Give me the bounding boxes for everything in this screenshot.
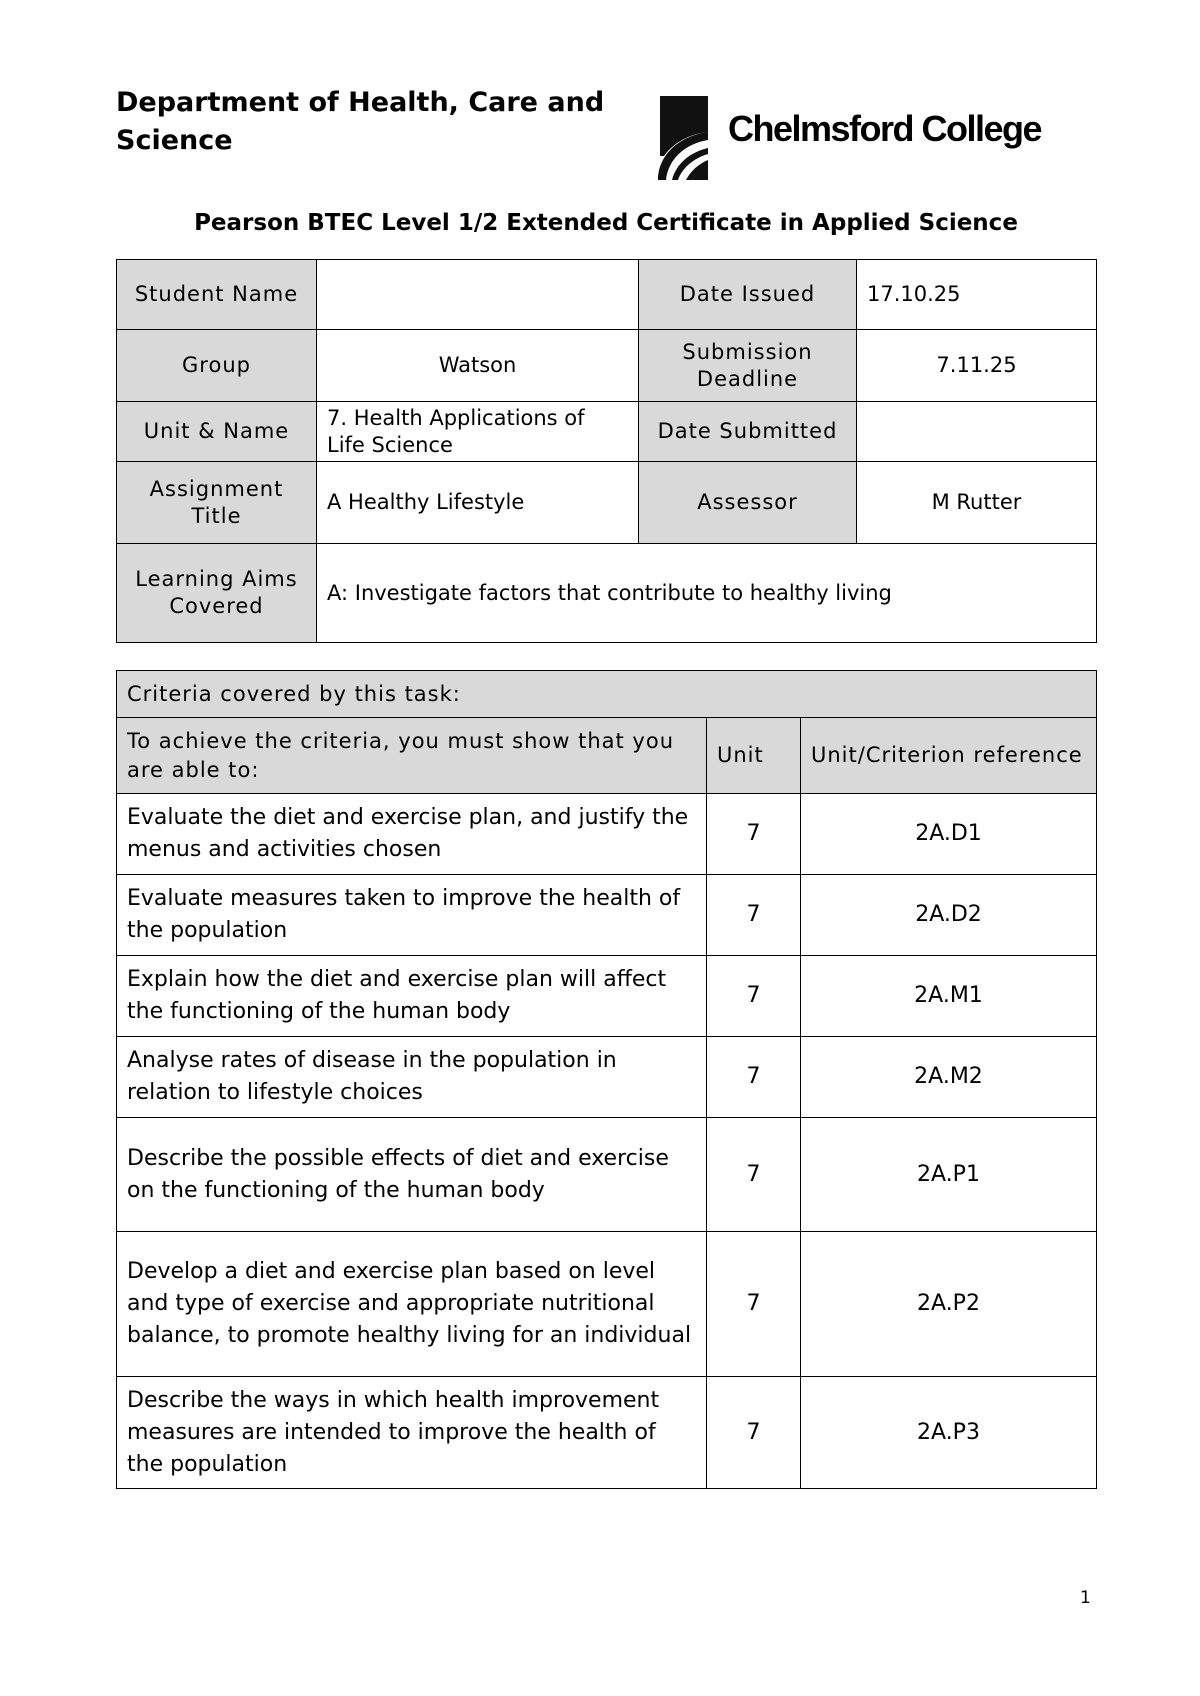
criterion-reference: 2A.D2 (801, 875, 1097, 956)
info-row (117, 544, 1097, 643)
assignment-title-label: Assignment Title (117, 462, 317, 544)
criterion-reference: 2A.M2 (801, 1037, 1097, 1118)
deadline-label: Submission Deadline (639, 330, 857, 402)
criterion-unit: 7 (707, 875, 801, 956)
criterion-reference: 2A.P2 (801, 1232, 1097, 1377)
date-submitted-field[interactable] (857, 402, 1097, 462)
column-header-unit: Unit (707, 718, 801, 794)
criterion-text: Evaluate measures taken to improve the health of the population (117, 875, 707, 956)
student-name-field[interactable] (317, 260, 639, 330)
qualification-title: Pearson BTEC Level 1/2 Extended Certificate in Applied Science (194, 210, 1018, 236)
table-row (117, 875, 1097, 956)
criteria-title-row (117, 671, 1097, 718)
criterion-reference: 2A.M1 (801, 956, 1097, 1037)
info-row (117, 330, 1097, 402)
criteria-table (116, 670, 1097, 1489)
table-row (117, 1118, 1097, 1232)
criterion-reference: 2A.P3 (801, 1377, 1097, 1489)
criterion-text: Analyse rates of disease in the population in relation to lifestyle choices (117, 1037, 707, 1118)
college-logo (650, 90, 1090, 182)
table-row (117, 1037, 1097, 1118)
criterion-text: Describe the ways in which health improvement measures are intended to improve the health of the population (117, 1377, 707, 1489)
info-row (117, 402, 1097, 462)
assessor-value: M Rutter (857, 462, 1097, 544)
date-issued-value: 17.10.25 (857, 260, 1097, 330)
column-header-reference: Unit/Criterion reference (801, 718, 1097, 794)
column-header-task: To achieve the criteria, you must show that you are able to: (117, 718, 707, 794)
criteria-header-row (117, 718, 1097, 794)
assignment-title-value: A Healthy Lifestyle (317, 462, 639, 544)
table-row (117, 794, 1097, 875)
unit-label: Unit & Name (117, 402, 317, 462)
criterion-text: Explain how the diet and exercise plan will affect the functioning of the human body (117, 956, 707, 1037)
criterion-unit: 7 (707, 1232, 801, 1377)
date-issued-label: Date Issued (639, 260, 857, 330)
learning-aims-value: A: Investigate factors that contribute to healthy living (317, 544, 1097, 643)
criterion-unit: 7 (707, 1377, 801, 1489)
college-logo-mark-icon (650, 90, 730, 182)
group-label: Group (117, 330, 317, 402)
department-heading: Department of Health, Care and Science (116, 87, 605, 156)
student-name-label: Student Name (117, 260, 317, 330)
criterion-text: Develop a diet and exercise plan based on level and type of exercise and appropriate nutritional balance, to promote healthy living for an individual (117, 1232, 707, 1377)
criterion-text: Evaluate the diet and exercise plan, and justify the menus and activities chosen (117, 794, 707, 875)
criterion-reference: 2A.P1 (801, 1118, 1097, 1232)
criterion-unit: 7 (707, 956, 801, 1037)
info-row (117, 462, 1097, 544)
criterion-unit: 7 (707, 794, 801, 875)
unit-value: 7. Health Applications of Life Science (317, 402, 639, 462)
date-submitted-label: Date Submitted (639, 402, 857, 462)
table-row (117, 1232, 1097, 1377)
table-row (117, 1377, 1097, 1489)
criterion-text: Describe the possible effects of diet and exercise on the functioning of the human body (117, 1118, 707, 1232)
assignment-info-table (116, 259, 1097, 643)
table-row (117, 956, 1097, 1037)
page-number: 1 (1080, 1588, 1091, 1608)
group-value: Watson (317, 330, 639, 402)
deadline-value: 7.11.25 (857, 330, 1097, 402)
criteria-title: Criteria covered by this task: (117, 671, 1097, 718)
learning-aims-label: Learning Aims Covered (117, 544, 317, 643)
college-logo-text: Chelmsford College (728, 108, 1042, 149)
assessor-label: Assessor (639, 462, 857, 544)
criterion-unit: 7 (707, 1037, 801, 1118)
criterion-unit: 7 (707, 1118, 801, 1232)
criterion-reference: 2A.D1 (801, 794, 1097, 875)
info-row (117, 260, 1097, 330)
